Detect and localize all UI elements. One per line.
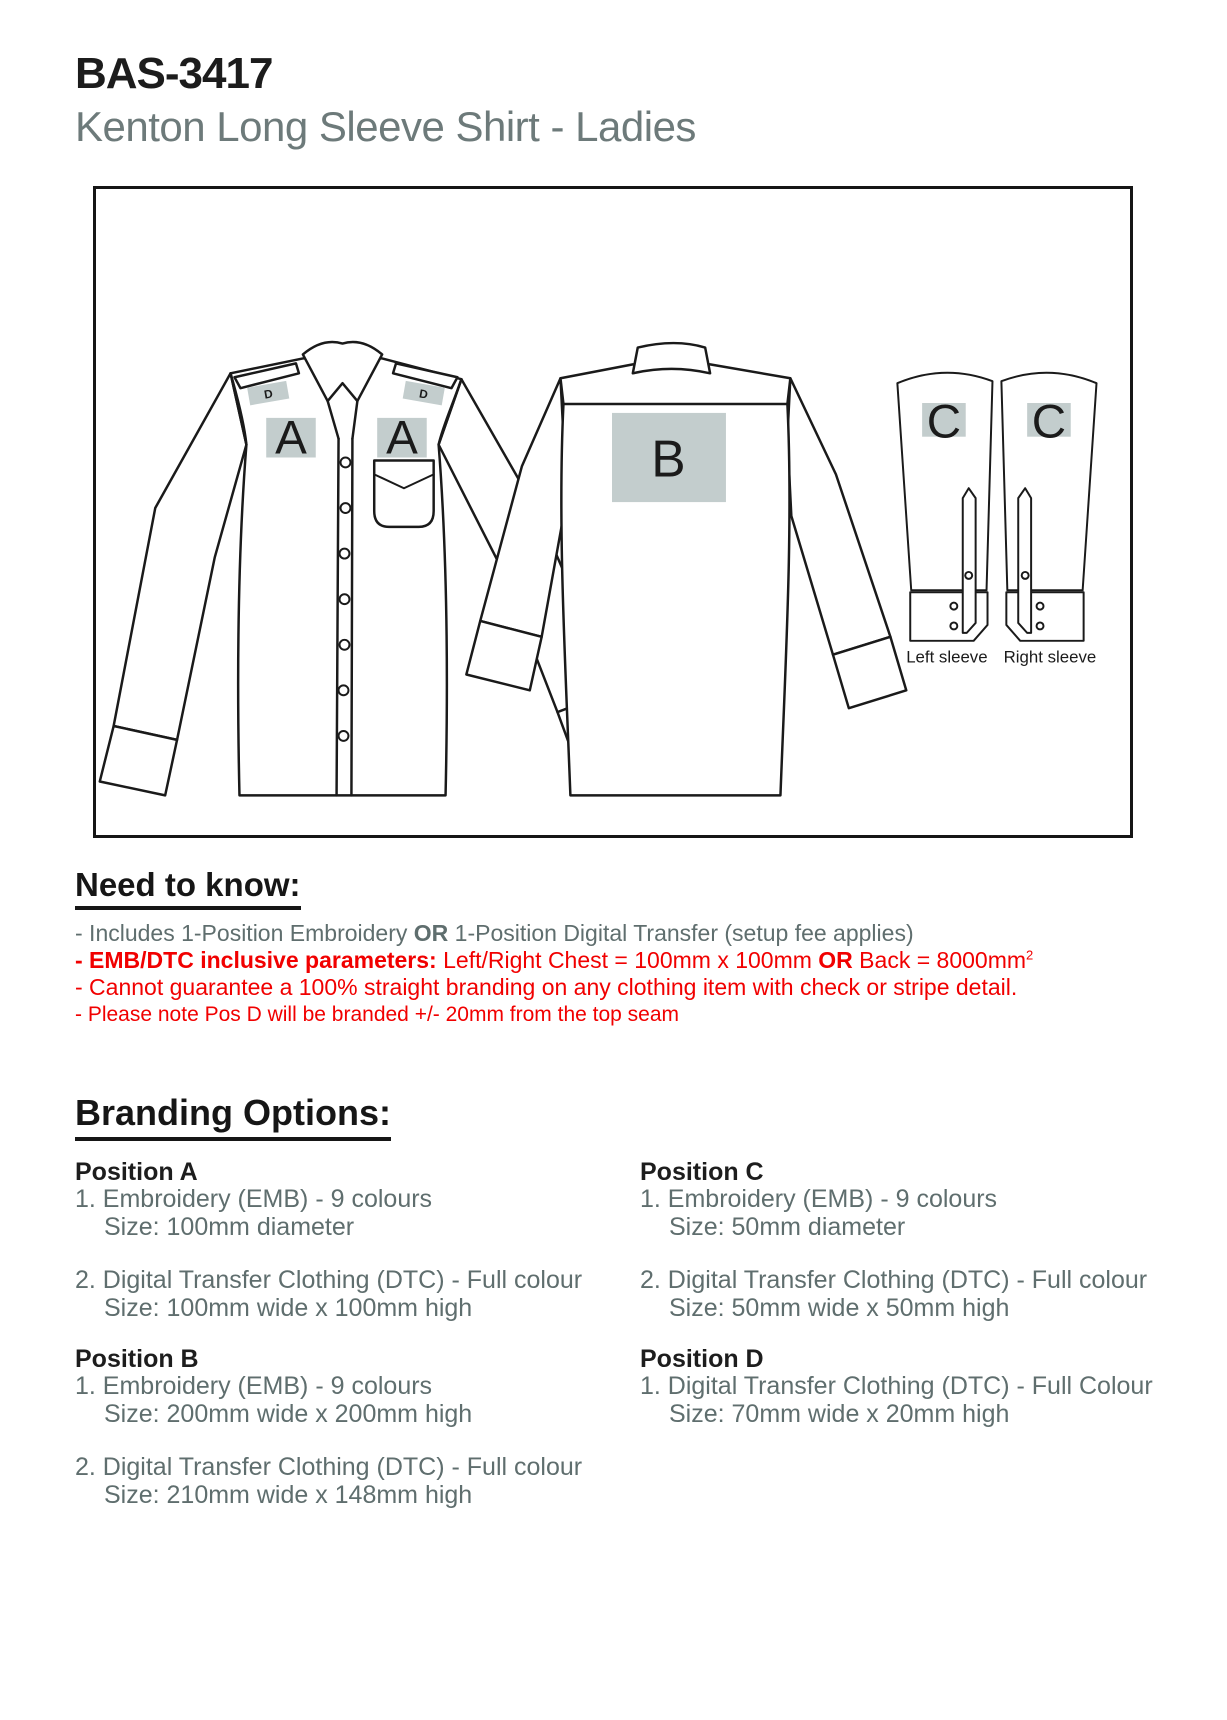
right-sleeve-placket (1018, 488, 1031, 633)
position-c-title: Position C (640, 1158, 764, 1186)
back-shirt-illustration (466, 343, 906, 795)
option-size: Size: 50mm wide x 50mm high (669, 1293, 1010, 1322)
option-size: Size: 50mm diameter (669, 1212, 906, 1241)
position-c-letter-left: C (926, 395, 962, 449)
option-size: Size: 200mm wide x 200mm high (104, 1399, 473, 1428)
need-to-know-line-1: - Includes 1-Position Embroidery OR 1-Position Digital Transfer (setup fee applies) (75, 920, 914, 946)
garment-diagram (96, 189, 1130, 835)
back-collar-stand (633, 343, 710, 373)
product-name: Kenton Long Sleeve Shirt - Ladies (75, 103, 696, 151)
option-text: 2. Digital Transfer Clothing (DTC) - Full colour (75, 1453, 583, 1481)
branding-columns (75, 1159, 1195, 1509)
branding-options-section (75, 1092, 1195, 1509)
front-left-cuff (100, 726, 177, 795)
position-d-option-1 (640, 1373, 1195, 1428)
position-a-letter-right: A (386, 411, 418, 465)
garment-diagram-panel (93, 186, 1133, 838)
position-b-letter: B (651, 429, 686, 488)
position-b-option-2 (75, 1454, 615, 1509)
squared-superscript: 2 (1026, 947, 1034, 963)
right-sleeve-label: Right sleeve (1003, 647, 1097, 667)
position-a-option-2 (75, 1267, 615, 1322)
sleeve-position-patches (922, 396, 1071, 449)
chest-pocket (374, 460, 433, 526)
back-right-sleeve (787, 378, 890, 654)
right-placket-button (1022, 572, 1029, 579)
position-c-section (640, 1159, 1195, 1322)
option-size: Size: 210mm wide x 148mm high (104, 1480, 473, 1509)
need-to-know-lines (75, 920, 1195, 1028)
position-d-letter-left: D (262, 386, 274, 402)
option-text: 2. Digital Transfer Clothing (DTC) - Full colour (75, 1266, 583, 1294)
need-to-know-line-4: - Please note Pos D will be branded +/- 20mm from the top seam (75, 1003, 680, 1026)
position-b-title: Position B (75, 1345, 199, 1373)
branding-column-left (75, 1159, 615, 1509)
option-text: 2. Digital Transfer Clothing (DTC) - Full colour (640, 1266, 1148, 1294)
position-d-title: Position D (640, 1345, 764, 1373)
option-size: Size: 100mm wide x 100mm high (104, 1293, 473, 1322)
need-to-know-heading: Need to know: (75, 866, 301, 910)
left-cuff-button-1 (950, 603, 957, 610)
left-placket-button (965, 572, 972, 579)
position-a-option-1 (75, 1186, 615, 1241)
left-sleeve-placket (963, 488, 976, 633)
right-cuff-button-1 (1037, 603, 1044, 610)
position-c-letter-right: C (1031, 395, 1067, 449)
product-code: BAS-3417 (75, 49, 273, 98)
option-text: 1. Embroidery (EMB) - 9 colours (75, 1185, 433, 1213)
left-cuff-button-2 (950, 622, 957, 629)
option-text: 1. Embroidery (EMB) - 9 colours (75, 1372, 433, 1400)
need-to-know-line-3: - Cannot guarantee a 100% straight branding on any clothing item with check or stripe detail. (75, 974, 1018, 1000)
option-size: Size: 70mm wide x 20mm high (669, 1399, 1010, 1428)
position-b-section (75, 1346, 615, 1509)
position-d-section (640, 1346, 1195, 1428)
front-left-sleeve (114, 373, 247, 740)
position-a-title: Position A (75, 1158, 198, 1186)
position-c-option-2 (640, 1267, 1195, 1322)
position-d-letter-right: D (418, 386, 430, 402)
need-to-know-section (75, 866, 1195, 1028)
option-text: 1. Digital Transfer Clothing (DTC) - Full Colour (640, 1372, 1153, 1400)
back-position-patch (612, 413, 726, 502)
need-to-know-line-2: - EMB/DTC inclusive parameters: Left/Right Chest = 100mm x 100mm OR Back = $8000mm^2$ (75, 947, 1034, 973)
placket-line-right (351, 439, 352, 796)
title-block (75, 50, 696, 151)
branding-options-heading: Branding Options: (75, 1092, 391, 1141)
option-size: Size: 100mm diameter (104, 1212, 355, 1241)
branding-column-right (640, 1159, 1195, 1509)
left-sleeve-label: Left sleeve (906, 647, 988, 667)
option-text: 1. Embroidery (EMB) - 9 colours (640, 1185, 998, 1213)
front-torso (231, 358, 462, 795)
right-cuff-button-2 (1037, 622, 1044, 629)
position-a-letter-left: A (275, 411, 307, 465)
position-c-option-1 (640, 1186, 1195, 1241)
position-b-option-1 (75, 1373, 615, 1428)
position-a-section (75, 1159, 615, 1322)
